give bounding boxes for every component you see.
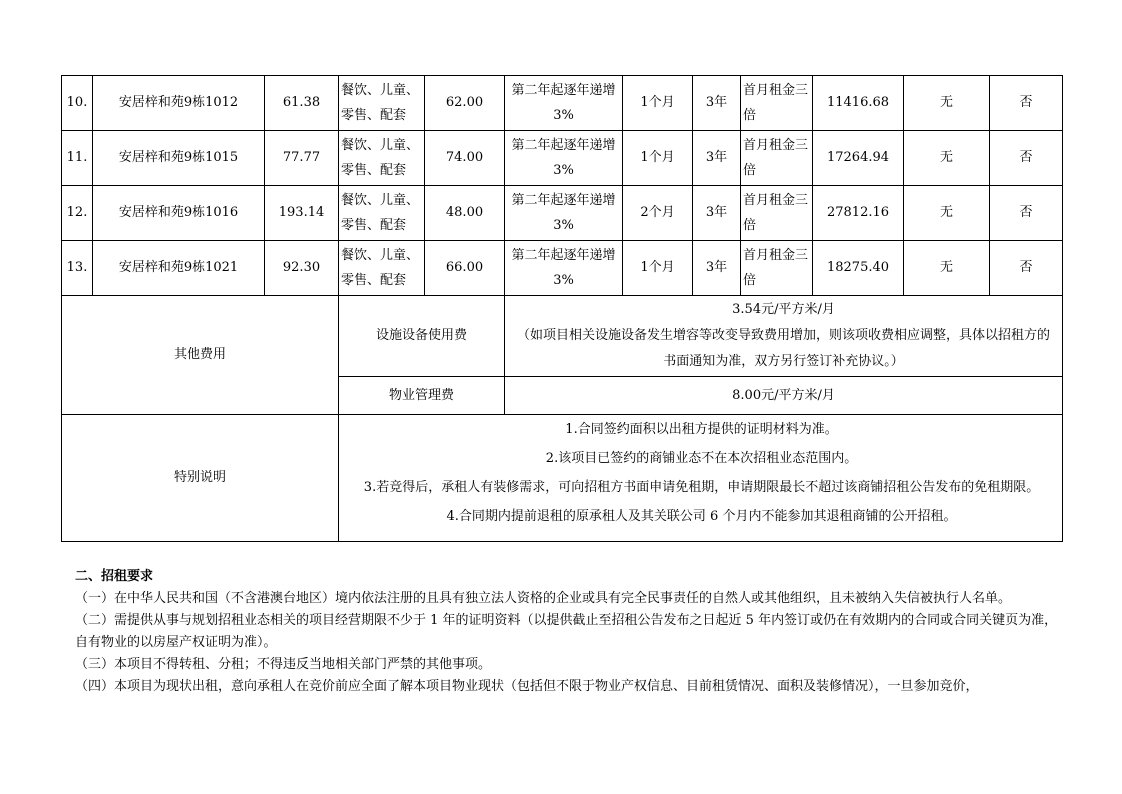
rent-free-period: 1个月 (623, 241, 693, 296)
row-number: 10. (62, 76, 93, 131)
special-notes-label: 特别说明 (62, 415, 339, 542)
unit-price: 74.00 (425, 131, 505, 186)
col-a-value: 无 (904, 186, 990, 241)
shop-name: 安居梓和苑9栋1015 (93, 131, 265, 186)
special-note: 3.若竞得后，承租人有装修需求，可向招租方书面申请免租期，申请期限最长不超过该商铺招租公告发布的免租期限。 (363, 480, 1040, 495)
requirement-para: （一）在中华人民共和国（不含港澳台地区）境内依法注册的且具有独立法人资格的企业或具有完全民事责任的自然人或其他组织，且未被纳入失信被执行人名单。 (75, 591, 1012, 606)
deposit: 首月租金三倍 (741, 186, 813, 241)
lease-term: 3年 (693, 241, 741, 296)
table-row (62, 186, 1063, 241)
shop-name: 安居梓和苑9栋1016 (93, 186, 265, 241)
col-a-value: 无 (904, 241, 990, 296)
requirement-para: （四）本项目为现状出租，意向承租人在竞价前应全面了解本项目物业现状（包括但不限于物业产权信息、目前租赁情况、面积及装修情况），一旦参加竞价， (75, 679, 979, 694)
rental-table (61, 75, 1063, 542)
rent-increase: 第二年起逐年递增3% (505, 186, 623, 241)
row-number: 11. (62, 131, 93, 186)
table-row (62, 131, 1063, 186)
other-fees-label: 其他费用 (62, 296, 339, 415)
special-note: 1.合同签约面积以出租方提供的证明材料为准。 (565, 422, 838, 437)
deposit: 首月租金三倍 (741, 76, 813, 131)
facility-fee-note: （如项目相关设施设备发生增容等改变导致费用增加，则该项收费相应调整，具体以招租方的书面通知为准，双方另行签订补充协议。） (516, 328, 1050, 369)
special-notes-row (62, 415, 1063, 542)
lease-term: 3年 (693, 76, 741, 131)
shop-area: 77.77 (265, 131, 339, 186)
rent-increase: 第二年起逐年递增3% (505, 131, 623, 186)
rent-increase: 第二年起逐年递增3% (505, 76, 623, 131)
lease-term: 3年 (693, 131, 741, 186)
unit-price: 66.00 (425, 241, 505, 296)
col-b-value: 否 (990, 241, 1063, 296)
shop-area: 92.30 (265, 241, 339, 296)
rent-free-period: 1个月 (623, 76, 693, 131)
special-notes-list (339, 415, 1063, 542)
requirement-para: （二）需提供从事与规划招租业态相关的项目经营期限不少于 1 年的证明资料（以提供截止至招租公告发布之日起近 5 年内签订或仍在有效期内的合同或合同关键页为准，自有物业的以房屋产权证明为准）。 (75, 613, 1058, 650)
rent-free-period: 2个月 (623, 186, 693, 241)
total-amount: 27812.16 (813, 186, 904, 241)
special-note: 2.该项目已签约的商铺业态不在本次招租业态范围内。 (545, 451, 858, 466)
requirements-section (75, 566, 1065, 698)
rent-free-period: 1个月 (623, 131, 693, 186)
col-a-value: 无 (904, 76, 990, 131)
col-b-value: 否 (990, 76, 1063, 131)
management-fee-price: 8.00元/平方米/月 (505, 377, 1063, 415)
shop-name: 安居梓和苑9栋1012 (93, 76, 265, 131)
col-b-value: 否 (990, 131, 1063, 186)
unit-price: 62.00 (425, 76, 505, 131)
facility-fee-price: 3.54元/平方米/月 (732, 302, 835, 317)
special-note: 4.合同期内提前退租的原承租人及其关联公司 6 个月内不能参加其退租商铺的公开招租。 (446, 509, 957, 524)
business-type: 餐饮、儿童、零售、配套 (339, 76, 425, 131)
facility-fee-content (505, 296, 1063, 377)
total-amount: 18275.40 (813, 241, 904, 296)
deposit: 首月租金三倍 (741, 241, 813, 296)
total-amount: 17264.94 (813, 131, 904, 186)
shop-area: 61.38 (265, 76, 339, 131)
facility-fee-row (62, 296, 1063, 377)
business-type: 餐饮、儿童、零售、配套 (339, 186, 425, 241)
row-number: 12. (62, 186, 93, 241)
requirements-title: 二、招租要求 (75, 569, 154, 584)
requirement-para: （三）本项目不得转租、分租；不得违反当地相关部门严禁的其他事项。 (75, 657, 492, 672)
unit-price: 48.00 (425, 186, 505, 241)
facility-fee-label: 设施设备使用费 (339, 296, 505, 377)
col-a-value: 无 (904, 131, 990, 186)
management-fee-label: 物业管理费 (339, 377, 505, 415)
col-b-value: 否 (990, 186, 1063, 241)
business-type: 餐饮、儿童、零售、配套 (339, 241, 425, 296)
deposit: 首月租金三倍 (741, 131, 813, 186)
rent-increase: 第二年起逐年递增3% (505, 241, 623, 296)
table-row (62, 76, 1063, 131)
total-amount: 11416.68 (813, 76, 904, 131)
business-type: 餐饮、儿童、零售、配套 (339, 131, 425, 186)
lease-term: 3年 (693, 186, 741, 241)
table-row (62, 241, 1063, 296)
row-number: 13. (62, 241, 93, 296)
shop-area: 193.14 (265, 186, 339, 241)
shop-name: 安居梓和苑9栋1021 (93, 241, 265, 296)
